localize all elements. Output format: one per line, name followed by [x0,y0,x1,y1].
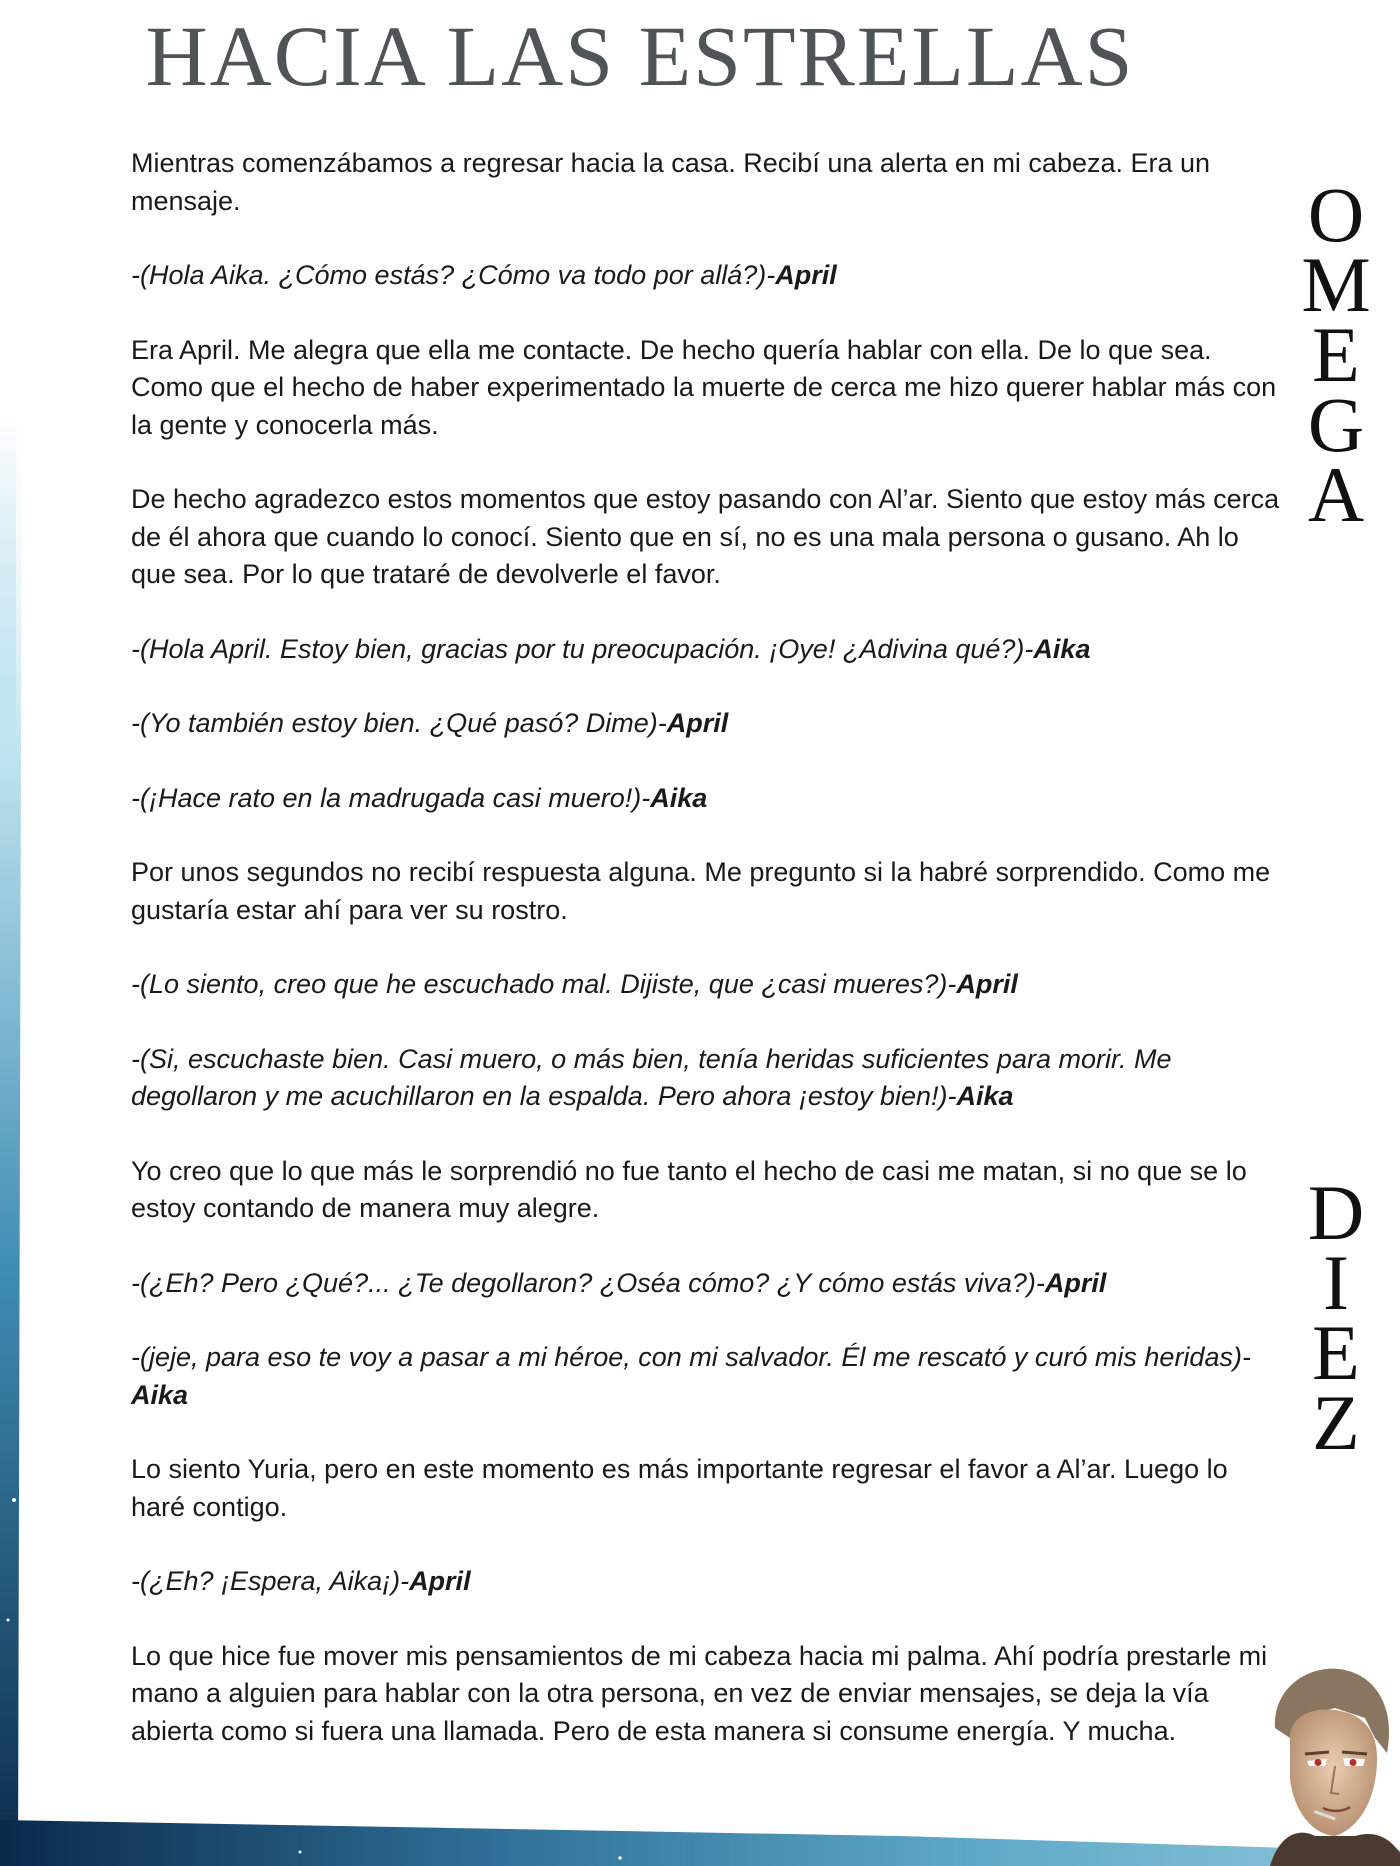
paragraph-text: -(Hola April. Estoy bien, gracias por tu preocupación. ¡Oye! ¿Adivina qué?)- [131,633,1034,664]
side-letter: D [1307,1169,1365,1256]
paragraph-text: -(jeje, para eso te voy a pasar a mi héroe, con mi salvador. Él me rescató y curó mis heridas)- [131,1342,1251,1372]
paragraph-text: Por unos segundos no recibí respuesta alguna. Me pregunto si la habré sorprendido. Como me gustaría estar ahí para ver su rostro. [131,857,1271,925]
side-letter: E [1312,1309,1360,1396]
paragraph-text: -(¡Hace rato en la madrugada casi muero!)- [131,782,651,813]
narration-paragraph [131,332,1281,445]
page-title-text: HACIA LAS ESTRELLAS [145,8,1135,104]
paragraph-text: Lo siento Yuria, pero en este momento es más importante regresar el favor a Al’ar. Luego lo haré contigo. [131,1454,1228,1522]
speaker-name: April [956,969,1018,999]
narration-paragraph [131,854,1281,929]
narration-paragraph [131,1451,1281,1526]
speaker-name: Aika [956,1081,1014,1111]
story-body [131,145,1281,1787]
paragraph-text: -(Si, escuchaste bien. Casi muero, o más bien, tenía heridas suficientes para morir. Me degollaron y me acuchillaron en la espalda. Pero ahora ¡estoy bien!)- [131,1043,1172,1111]
narration-paragraph [131,481,1281,594]
speaker-name: April [666,708,729,738]
narration-paragraph [131,1638,1281,1751]
page-title [0,6,1400,106]
speaker-name: Aika [131,1379,189,1410]
side-letter: G [1307,381,1365,468]
dialogue-paragraph [131,631,1281,669]
paragraph-text: -(¿Eh? ¡Espera, Aika¡)- [131,1566,410,1596]
paragraph-text: -(Lo siento, creo que he escuchado mal. Dijiste, que ¿casi mueres?)- [131,969,957,999]
paragraph-text: Mientras comenzábamos a regresar hacia la casa. Recibí una alerta en mi cabeza. Era un mensaje. [131,148,1211,216]
dialogue-paragraph [131,705,1281,743]
side-word-diez [1286,1169,1386,1466]
speaker-name: April [775,260,837,290]
dialogue-paragraph [131,966,1281,1004]
speaker-name: Aika [650,782,708,813]
side-letter: M [1301,241,1371,328]
character-portrait-image [1255,1658,1400,1866]
speaker-name: April [409,1566,471,1596]
paragraph-text: Era April. Me alegra que ella me contacte. De hecho quería hablar con ella. De lo que sea. Como que el hecho de haber experimentado la muerte de cerca me hizo querer hablar más con la gente y conocerla más. [131,334,1277,440]
side-word-omega [1286,171,1386,538]
dialogue-paragraph [131,1563,1281,1601]
side-letter: E [1312,311,1360,398]
side-letter: I [1323,1239,1349,1326]
paragraph-text: Yo creo que lo que más le sorprendió no fue tanto el hecho de casi me matan, si no que se lo estoy contando de manera muy alegre. [131,1155,1247,1223]
narration-paragraph [131,145,1281,220]
paragraph-text: -(Hola Aika. ¿Cómo estás? ¿Cómo va todo por allá?)- [131,260,776,290]
side-letter: A [1307,451,1365,538]
dialogue-paragraph [131,1265,1281,1303]
dialogue-paragraph [131,780,1281,818]
paragraph-text: -(¿Eh? Pero ¿Qué?... ¿Te degollaron? ¿Oséa cómo? ¿Y cómo estás viva?)- [131,1267,1045,1298]
dialogue-paragraph [131,1339,1281,1414]
dialogue-paragraph [131,1041,1281,1116]
narration-paragraph [131,1153,1281,1228]
side-letter: Z [1312,1379,1360,1466]
paragraph-text: De hecho agradezco estos momentos que estoy pasando con Al’ar. Siento que estoy más cerca de él ahora que cuando lo conocí. Siento que en sí, no es una mala persona o gusano. Ah lo que sea. Por lo que trataré de devolverle el favor. [131,484,1280,589]
cosmic-border-left [0,420,16,1866]
speaker-name: April [1044,1267,1107,1298]
paragraph-text: Lo que hice fue mover mis pensamientos de mi cabeza hacia mi palma. Ahí podría prestarle mi mano a alguien para hablar con la otra persona, en vez de enviar mensajes, se deja la vía abierta como si fuera una llamada. Pero de esta manera si consume energía. Y mucha. [131,1640,1268,1746]
paragraph-text: -(Yo también estoy bien. ¿Qué pasó? Dime)- [131,708,667,738]
dialogue-paragraph [131,257,1281,295]
speaker-name: Aika [1033,633,1091,664]
side-letter: O [1307,171,1365,258]
